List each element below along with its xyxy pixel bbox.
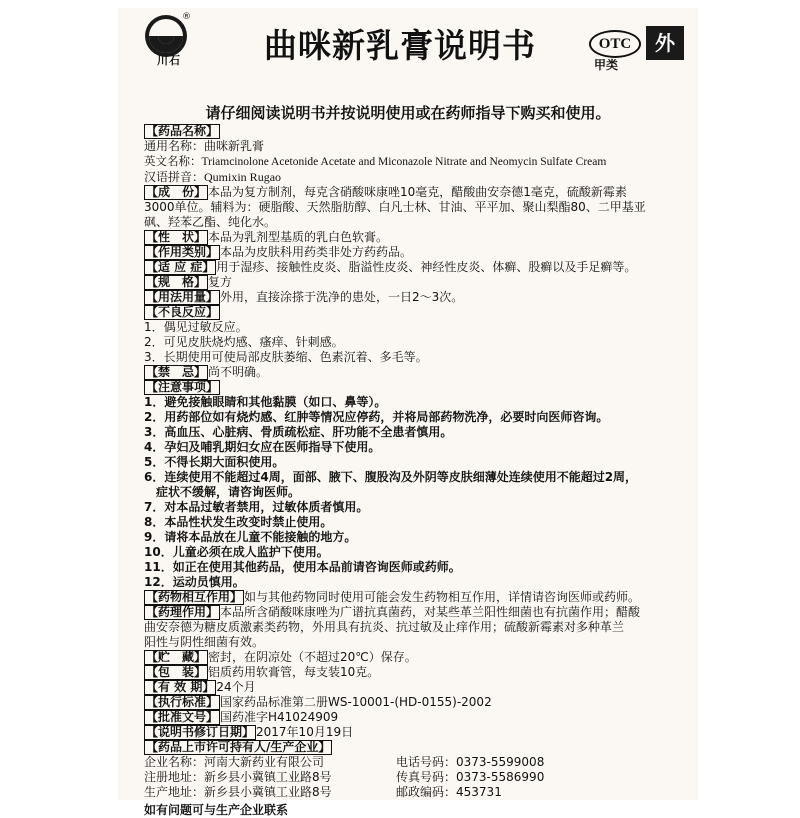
english-name-row: 英文名称：Triamcinolone Acetonide Acetate and Miconazole Nitrate and Neomycin Sulfate Cream [144,154,607,168]
pharmacology-row: 【药理作用】 本品所含硝酸咪康唑为广谱抗真菌药，对某些革兰阳性细菌也有抗菌作用；醋酸 [146,605,641,619]
precaution-item: 3．高血压、心脏病、骨质疏松症、肝功能不全患者慎用。 [144,425,453,439]
otc-badge: OTC [589,30,641,58]
leaflet-content [144,124,692,818]
otc-class-label: 甲类 [594,58,619,72]
pharmacology-line3: 阳性与阴性细菌有效。 [144,635,265,649]
precaution-item: 10．儿童必须在成人监护下使用。 [144,545,329,559]
precaution-item: 1．避免接触眼睛和其他黏膜（如口、鼻等）。 [144,395,387,409]
manufacturer-heading: 【药品上市许可持有人/生产企业】 [146,740,331,754]
precaution-item: 12．运动员慎用。 [144,575,245,589]
adverse-item: 1．偶见过敏反应。 [144,320,248,334]
pharmacology-line2: 曲安奈德为糖皮质激素类药物，外用具有抗炎、抗过敏及止痒作用；硫酸新霉素对多种革兰 [144,620,625,634]
external-use-badge: 外 [646,26,684,60]
adverse-item: 2．可见皮肤烧灼感、瘙痒、针刺感。 [144,335,344,349]
dosage-row: 【用法用量】 外用，直接涂搽于洗净的患处，一日2～3次。 [146,290,464,304]
generic-name-row: 通用名称：曲咪新乳膏 [144,139,265,153]
precautions-heading: 【注意事项】 [146,380,219,394]
composition-row: 【成 份】 本品为复方制剂，每克含硝酸咪康唑10毫克，醋酸曲安奈德1毫克，硫酸新霉素 [146,185,627,199]
contact-footer: 如有问题可与生产企业联系 [144,803,289,817]
precaution-item-continued: 症状不缓解，请咨询医师。 [156,485,301,499]
precaution-item: 5．不得长期大面积使用。 [144,455,285,469]
composition-line2: 3000单位。辅料为：硬脂酸、天然脂肪醇、白凡士林、甘油、平平加、聚山梨酯80、二甲基亚 [144,200,646,214]
precaution-item: 6．连续使用不能超过4周，面部、腋下、腹股沟及外阴等皮肤细薄处连续使用不能超过2周， [144,470,638,484]
category-row: 【作用类别】 本品为皮肤科用药类非处方药药品。 [146,245,413,259]
precaution-item: 4．孕妇及哺乳期妇女应在医师指导下使用。 [144,440,381,454]
pinyin-row: 汉语拼音：Qumixin Rugao [144,170,282,184]
brand-logo-text: 川石 [157,54,181,67]
usage-notice: 请仔细阅读说明书并按说明使用或在药师指导下购买和使用。 [205,104,611,122]
adverse-heading: 【不良反应】 [146,305,219,319]
precaution-item: 9．请将本品放在儿童不能接触的地方。 [144,530,357,544]
properties-row: 【性 状】 本品为乳剂型基质的乳白色软膏。 [146,230,389,244]
contraindications-row: 【禁 忌】 尚不明确。 [146,365,269,379]
specification-row: 【规 格】 复方 [146,275,233,289]
composition-line3: 砜、羟苯乙酯、纯化水。 [144,215,277,229]
approval-row: 【批准文号】 国药准字H41024909 [146,710,339,724]
interactions-row: 【药物相互作用】 如与其他药物同时使用可能会发生药物相互作用，详情请咨询医师或药师。 [146,590,641,604]
adverse-item: 3．长期使用可使局部皮肤萎缩、色素沉着、多毛等。 [144,350,428,364]
registered-mark: ® [182,12,191,22]
contact-row: 生产地址：新乡县小冀镇工业路8号 邮政编码：453731 [144,785,502,799]
storage-row: 【贮 藏】 密封，在阴凉处（不超过20℃）保存。 [146,650,417,664]
contact-row: 注册地址：新乡县小冀镇工业路8号 传真号码：0373-5586990 [144,770,545,784]
precaution-item: 7．对本品过敏者禁用，过敏体质者慎用。 [144,500,369,514]
precaution-item: 8．本品性状发生改变时禁止使用。 [144,515,333,529]
page-title: 曲咪新乳膏说明书 [264,26,536,65]
drug-name-heading: 【药品名称】 [146,124,219,138]
contact-row: 企业名称：河南大新药业有限公司 电话号码：0373-5599008 [144,755,545,769]
indications-row: 【适 应 症】 用于湿疹、接触性皮炎、脂溢性皮炎、神经性皮炎、体癣、股癣以及手足癣等。 [146,260,637,274]
package-row: 【包 装】 铝质药用软膏管，每支装10克。 [146,665,380,679]
precaution-item: 11．如正在使用其他药品，使用本品前请咨询医师或药师。 [144,560,461,574]
validity-row: 【有 效 期】 24个月 [146,680,256,694]
revision-row: 【说明书修订日期】 2017年10月19日 [146,725,354,739]
standard-row: 【执行标准】 国家药品标准第二册WS-10001-(HD-0155)-2002 [146,695,492,709]
precaution-item: 2．用药部位如有烧灼感、红肿等情况应停药，并将局部药物洗净，必要时向医师咨询。 [144,410,609,424]
